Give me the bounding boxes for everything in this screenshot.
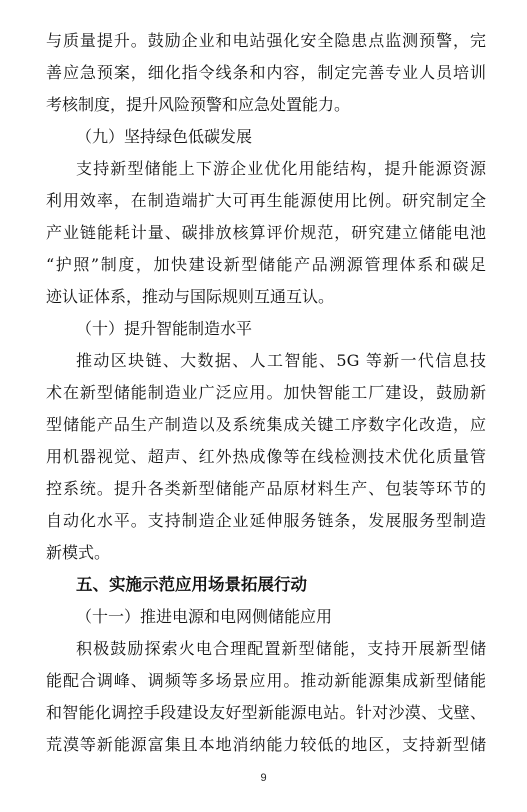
paragraph-line: 支持新型储能上下游企业优化用能结构，提升能源资源 [76, 159, 486, 178]
paragraph-line: 与质量提升。鼓励企业和电站强化安全隐患点监测预警，完 [46, 31, 486, 50]
paragraph-line: 考核制度，提升风险预警和应急处置能力。 [46, 95, 351, 114]
paragraph-line: 利用效率，在制造端扩大可再生能源使用比例。研究制定全 [46, 191, 486, 210]
paragraph-line: 用机器视觉、超声、红外热成像等在线检测技术优化质量管 [46, 447, 486, 466]
paragraph-line: “护照”制度，加快建设新型储能产品溯源管理体系和碳足 [46, 255, 486, 274]
section-heading-11: （十一）推进电源和电网侧储能应用 [76, 607, 333, 626]
paragraph-line: 术在新型储能制造业广泛应用。加快智能工厂建设，鼓励新 [46, 383, 486, 402]
paragraph-line: 控系统。提升各类新型储能产品原材料生产、包装等环节的 [46, 479, 486, 498]
paragraph-line: 迹认证体系，推动与国际规则互通互认。 [46, 287, 335, 306]
paragraph-line: 积极鼓励探索火电合理配置新型储能，支持开展新型储 [76, 639, 486, 658]
paragraph-line: 自动化水平。支持制造企业延伸服务链条，发展服务型制造 [46, 511, 486, 530]
paragraph-line: 型储能产品生产制造以及系统集成关键工序数字化改造，应 [46, 415, 486, 434]
paragraph-line: 新模式。 [46, 543, 111, 562]
paragraph-line: 推动区块链、大数据、人工智能、5G 等新一代信息技 [76, 351, 486, 370]
chapter-heading-5: 五、实施示范应用场景拓展行动 [76, 575, 307, 594]
paragraph-line: 能配合调峰、调频等多场景应用。推动新能源集成新型储能 [46, 671, 486, 690]
paragraph-line: 善应急预案，细化指令线条和内容，制定完善专业人员培训 [46, 63, 486, 82]
section-heading-10: （十）提升智能制造水平 [76, 319, 253, 338]
paragraph-line: 荒漠等新能源富集且本地消纳能力较低的地区，支持新型储 [46, 735, 486, 754]
paragraph-line: 和智能化调控手段建设友好型新能源电站。针对沙漠、戈壁、 [46, 703, 486, 722]
section-heading-9: （九）坚持绿色低碳发展 [76, 127, 253, 146]
paragraph-line: 产业链能耗计量、碳排放核算评价规范，研究建立储能电池 [46, 223, 486, 242]
page-number: 9 [260, 772, 267, 784]
